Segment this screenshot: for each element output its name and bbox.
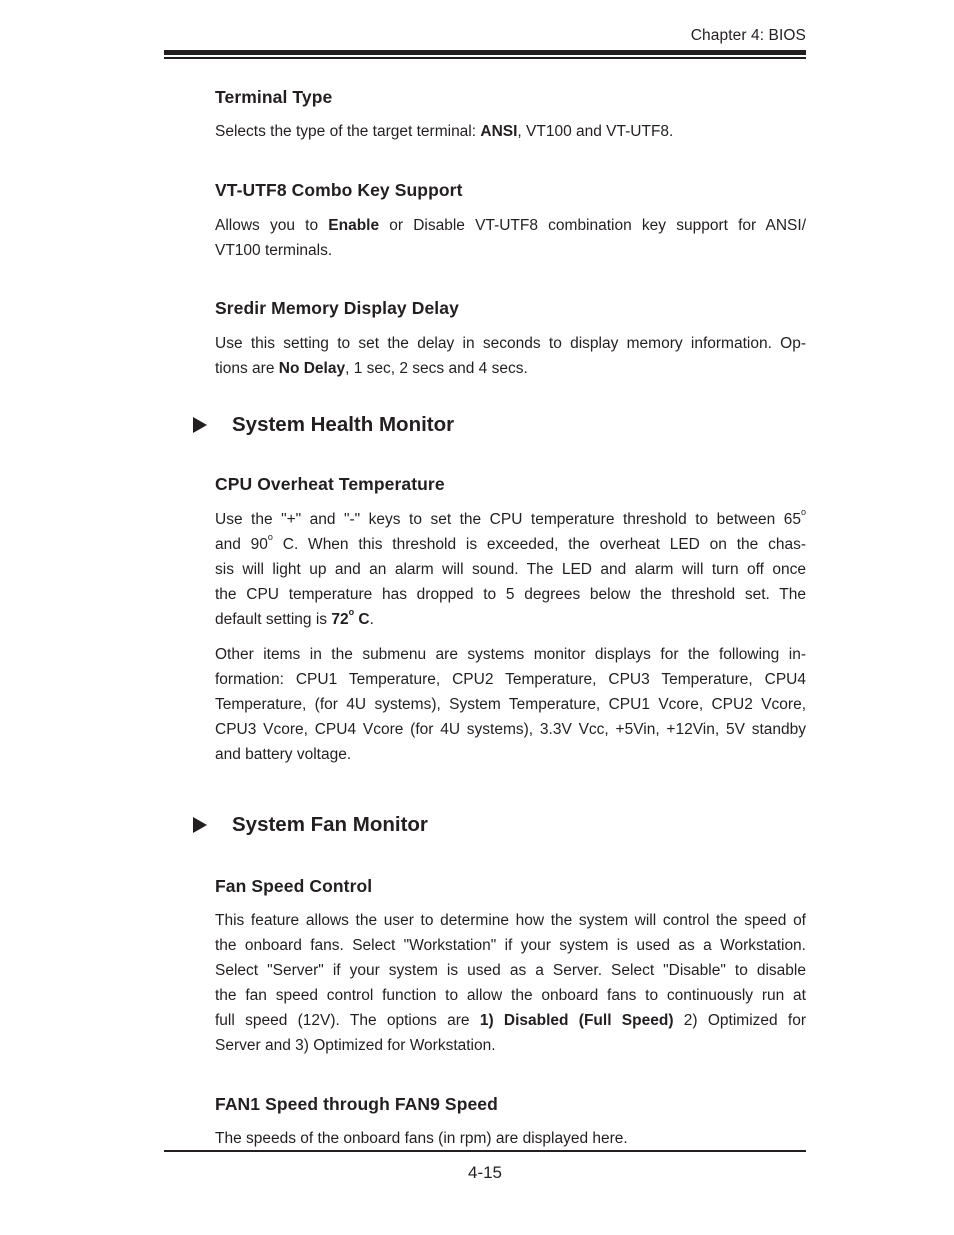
sredir-heading: Sredir Memory Display Delay — [215, 298, 459, 318]
fan1-9-heading: FAN1 Speed through FAN9 Speed — [215, 1094, 498, 1114]
monitor-items-text: Other items in the submenu are systems monitor displays for the following in- formation: CPU1 Temperature, CPU2 Temperature, CPU3 Temperature, CPU4 Temperature, (for 4U systems), System Temperature, CPU1 Vcore, CPU2 Vcore, CPU3 Vcore, CPU4 Vcore (for 4U systems), 3.3V Vcc, +5Vin, +12Vin, 5V standby and battery voltage. — [215, 646, 806, 763]
fan-speed-text: This feature allows the user to determine how the system will control the speed of the onboard fans. Select "Workstation" if your system is used as a Workstation. Select "Server" if your system is used as a Server. Select "Disable" to disable the fan speed control function to allow the onboard fans to continuously run at full speed (12V). The options are 1) Disabled (Full Speed) 2) Optimized for Server and 3) Optimized for Workstation. — [215, 912, 807, 1054]
header-rule-thick — [164, 50, 806, 55]
cpu-overheat-text: Use the "+" and "-" keys to set the CPU temperature threshold to between 65$^o$ and 90$^o$ C. When this threshold is exceeded, the overheat LED on the chas- sis will light up and an alarm will sound. The LED and alarm will turn off once the CPU temperature has dropped to 5 degrees below the threshold set. The default setting is 72$^o$ C. — [215, 507, 806, 628]
fan-speed-heading: Fan Speed Control — [215, 876, 373, 896]
cpu-overheat-heading: CPU Overheat Temperature — [215, 474, 445, 494]
section-arrow-icon — [193, 817, 207, 833]
system-health-heading: System Health Monitor — [232, 413, 455, 436]
sredir-text: Use this setting to set the delay in seconds to display memory information. Op- tions are No Delay, 1 sec, 2 secs and 4 secs. — [215, 335, 806, 377]
section-arrow-icon — [193, 417, 207, 433]
header-rule-thin — [164, 57, 806, 59]
vt-utf8-text: Allows you to Enable or Disable VT-UTF8 combination key support for ANSI/ VT100 terminals. — [215, 217, 806, 259]
terminal-type-heading: Terminal Type — [215, 87, 333, 107]
terminal-type-text: Selects the type of the target terminal: ANSI, VT100 and VT-UTF8. — [215, 123, 674, 140]
page-number: 4-15 — [467, 1163, 503, 1182]
footer-rule — [164, 1150, 806, 1152]
fan1-9-text: The speeds of the onboard fans (in rpm) are displayed here. — [215, 1130, 628, 1147]
chapter-header: Chapter 4: BIOS — [690, 27, 806, 44]
system-fan-heading: System Fan Monitor — [232, 813, 428, 836]
vt-utf8-heading: VT-UTF8 Combo Key Support — [215, 180, 463, 200]
